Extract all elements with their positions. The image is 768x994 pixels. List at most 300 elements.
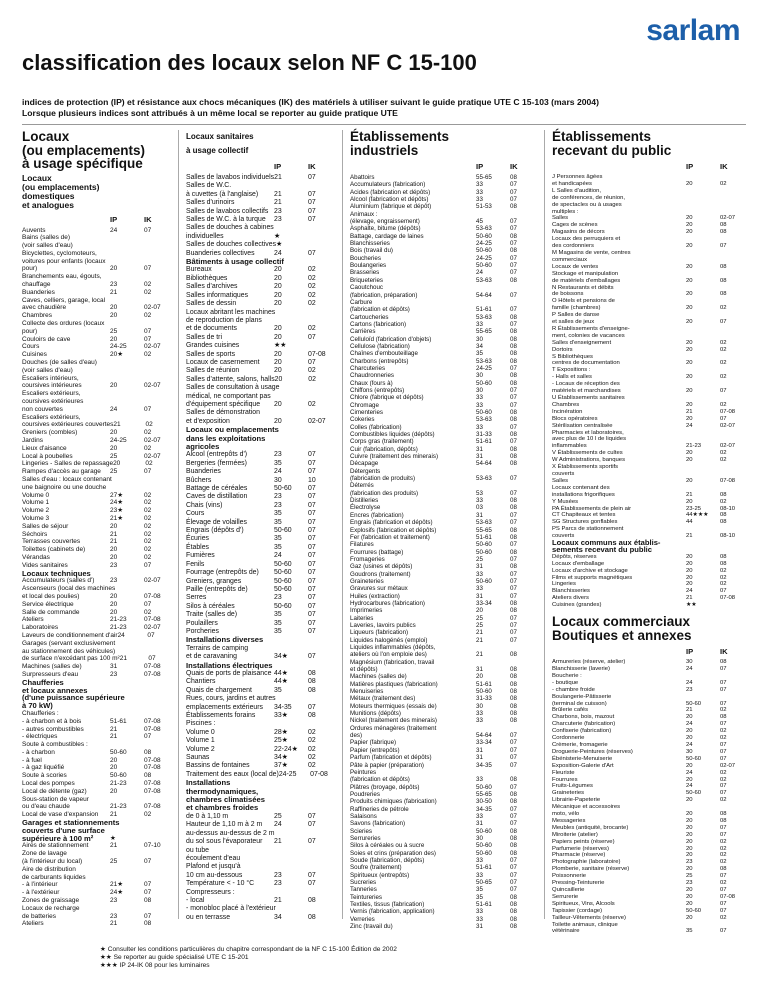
ik-value: 07 <box>510 636 517 644</box>
row-label: Fer (fabrication et traitement) <box>350 533 430 541</box>
column-divider <box>544 130 545 919</box>
row-label: Asphalte, bitume (dépôts) <box>350 225 421 233</box>
table-row <box>552 756 748 763</box>
ik-value: 02 <box>308 274 316 282</box>
row-label: Sous-station de vapeur <box>22 795 89 803</box>
ip-value: 21 <box>476 629 483 637</box>
ip-value: 20 <box>686 360 693 367</box>
ip-value: 03 <box>476 504 483 512</box>
ik-value <box>145 476 172 484</box>
table-row <box>350 527 538 534</box>
ip-value <box>110 390 144 398</box>
table-row <box>350 842 538 849</box>
ip-value: 20★ <box>110 351 124 359</box>
ik-value: 07 <box>510 218 517 226</box>
row-label: Lieux d'aisance <box>22 444 67 452</box>
ip-value: 21-23 <box>110 803 127 811</box>
ik-value: 08 <box>510 893 517 901</box>
ik-value: 08 <box>510 379 517 387</box>
ik-value: 08 <box>510 923 517 931</box>
table-row <box>22 796 172 804</box>
ik-value: 07 <box>510 511 517 519</box>
row-label: Salles de sports <box>186 350 236 358</box>
ip-value: 28★ <box>274 728 288 736</box>
row-label: et locaux annexes <box>22 685 88 695</box>
ik-value: 07 <box>510 240 517 248</box>
table-row <box>350 585 538 592</box>
table-row <box>22 289 172 297</box>
ik-value: 07 <box>720 415 727 422</box>
table-row <box>552 285 748 292</box>
row-label: Poudreries <box>350 790 380 798</box>
table-row <box>350 563 538 570</box>
row-label: sements recevant du public <box>552 544 653 554</box>
table-row <box>22 398 172 406</box>
ik-value: 07 <box>308 501 316 509</box>
ik-value: 02 <box>144 522 152 530</box>
ip-value: 24★ <box>110 499 124 507</box>
table-row <box>186 880 336 888</box>
ik-value: 02 <box>720 498 727 505</box>
table-row <box>350 607 538 614</box>
row-label: Chaufferies : <box>22 709 59 717</box>
ik-value: 07 <box>720 319 727 326</box>
ik-value: 07-08 <box>144 670 161 678</box>
row-label: - à charbon et à bois <box>22 717 82 725</box>
ik-value <box>309 241 336 249</box>
table-row <box>22 406 172 414</box>
table-row <box>552 388 748 395</box>
row-label: Chromage <box>350 401 379 409</box>
ik-value: 07 <box>510 489 517 497</box>
ip-value <box>274 317 308 325</box>
ip-value: 35 <box>274 459 282 467</box>
ip-value: 31 <box>476 511 483 519</box>
ip-value: 31 <box>476 563 483 571</box>
row-label: Blocs opératoires <box>552 415 598 422</box>
row-label: Chambres <box>552 401 580 408</box>
table-row <box>22 328 172 336</box>
table-row <box>552 257 748 264</box>
ip-value: 21 <box>110 725 118 733</box>
row-label: 10 cm au-dessous <box>186 871 243 879</box>
row-label: Garages (servant exclusivement <box>22 639 116 647</box>
ip-value <box>274 796 308 804</box>
ik-value: 08 <box>720 512 727 519</box>
ik-value: 07 <box>510 519 517 527</box>
ik-value <box>720 485 748 492</box>
ik-value <box>308 233 336 241</box>
ip-value: 31 <box>476 923 483 931</box>
table-row <box>552 478 748 485</box>
ip-value: 20 <box>274 367 282 375</box>
ip-value <box>686 285 720 292</box>
row-label: multiples : <box>552 208 579 215</box>
ip-value: 51-61 <box>476 864 492 872</box>
ik-value <box>308 342 336 350</box>
row-label: Chaudronneries <box>350 372 395 380</box>
ip-value: 31 <box>476 453 483 461</box>
table-row <box>22 421 172 429</box>
ik-value: 07 <box>510 879 517 886</box>
row-label: Munitions (dépôts) <box>350 710 401 718</box>
row-label: Salles informatiques <box>186 291 249 299</box>
ip-value <box>476 482 510 489</box>
ip-value: 45 <box>476 218 483 226</box>
ip-value <box>686 436 720 443</box>
table-row <box>350 916 538 923</box>
table-row <box>350 651 538 658</box>
row-label: T Expositions : <box>552 367 591 374</box>
table-row <box>186 569 336 577</box>
table-row <box>186 367 336 375</box>
row-label: Alcool (entrepôts d') <box>186 451 248 459</box>
ip-value: 35 <box>476 350 483 358</box>
table-row <box>350 225 538 232</box>
row-label: Abattoirs <box>350 174 375 181</box>
table-row <box>186 645 336 653</box>
ik-value: 07 <box>510 621 517 629</box>
table-row <box>350 358 538 365</box>
row-label: Bûchers <box>186 476 212 484</box>
ip-value: 20 <box>686 762 693 769</box>
ik-value <box>309 905 336 913</box>
ip-value: 24 <box>274 552 282 560</box>
ip-value: 31-33 <box>476 695 492 703</box>
ik-value <box>720 174 748 181</box>
row-label: Volume 2 <box>22 507 50 515</box>
table-row <box>552 360 748 367</box>
table-row <box>350 820 538 827</box>
table-row <box>350 784 538 791</box>
ik-value <box>308 804 336 812</box>
ik-value <box>144 687 172 695</box>
ip-value <box>110 273 144 281</box>
row-label: Salles d'eau : locaux contenant <box>22 476 112 483</box>
ip-value: 24 <box>686 783 693 790</box>
table-row <box>552 866 748 873</box>
ik-value: 08 <box>510 702 517 710</box>
table-row <box>552 236 748 243</box>
page-subtitle <box>22 97 752 118</box>
section-row <box>186 804 336 812</box>
row-label: Branchements eau, égouts, <box>22 273 102 281</box>
table-row <box>186 695 336 703</box>
table-row <box>350 218 538 225</box>
table-row <box>22 726 172 734</box>
ik-header: IK <box>510 162 518 171</box>
ik-value: 02 <box>308 367 316 375</box>
ip-value: 24 <box>686 588 693 595</box>
table-row <box>350 402 538 409</box>
row-label: des) <box>350 732 363 740</box>
ip-value <box>686 333 720 340</box>
ip-value: 31 <box>476 820 483 828</box>
ip-value <box>686 673 720 680</box>
row-label: Ateliers <box>22 920 44 928</box>
table-row <box>186 746 336 754</box>
ip-value: 33-34 <box>476 739 492 747</box>
ip-value: 20 <box>686 900 693 907</box>
row-label: Quincaillerie <box>552 887 585 893</box>
ip-value: 20 <box>686 824 693 831</box>
ip-value: 50-60 <box>476 548 492 556</box>
ip-value: 20 <box>110 787 118 795</box>
ik-header: IK <box>144 214 152 224</box>
row-label: Laboratoires <box>22 624 59 632</box>
table-row <box>186 712 336 720</box>
row-label: coursives extérieures couvertes <box>22 421 114 429</box>
table-row <box>350 321 538 328</box>
ik-value: 07 <box>510 761 517 769</box>
table-row <box>552 512 748 519</box>
table-row <box>186 477 336 485</box>
row-label: (voir salles d'eau) <box>22 366 73 374</box>
table-row <box>552 340 748 347</box>
table-row <box>552 588 748 595</box>
row-label: couverts d'une surface <box>22 825 105 835</box>
ik-value <box>720 436 748 443</box>
table-row <box>186 687 336 695</box>
row-label: Plâtres (broyage, dépôts) <box>350 783 420 791</box>
row-label: Blanchisserie (laverie) <box>552 666 610 672</box>
ik-value: 02 <box>144 514 152 522</box>
ik-value <box>144 702 172 710</box>
ip-value: 50-60 <box>274 569 292 577</box>
ik-value: 07 <box>720 741 727 748</box>
row-label: Cimenteries <box>350 409 384 416</box>
ik-value: 07-08 <box>144 803 161 811</box>
row-label: Stockage et manipulation <box>552 270 619 277</box>
row-label: Salles <box>552 215 569 222</box>
ip-value: 50-60 <box>476 232 492 240</box>
ip-value: 20 <box>274 350 282 358</box>
row-label: Poulaillers <box>186 619 218 627</box>
table-row <box>186 611 336 619</box>
ik-value: 07 <box>510 577 517 585</box>
ik-value: 07 <box>308 552 316 560</box>
brand-logo: sarlam <box>646 14 740 47</box>
ip-value: 23 <box>274 216 282 224</box>
ip-value: 20 <box>110 546 118 554</box>
table-row <box>552 305 748 312</box>
ip-value: 24 <box>476 269 483 277</box>
ip-value <box>686 202 720 209</box>
row-label: - à gaz liquéfié <box>22 764 65 772</box>
table-row <box>186 199 336 207</box>
ip-value: 51-61 <box>476 306 492 314</box>
row-label: Poissonnerie <box>552 873 587 880</box>
row-label: Messageries <box>552 817 586 824</box>
table-row <box>552 797 748 804</box>
ik-value: 08 <box>510 717 517 725</box>
row-label: Crèmerie, fromagerie <box>552 741 608 748</box>
row-label: Salles <box>552 477 569 484</box>
table-row <box>350 380 538 387</box>
row-label: Soute à combustibles : <box>22 741 88 749</box>
table-row <box>186 670 336 678</box>
table-row <box>350 519 538 526</box>
table-row <box>22 585 172 593</box>
ik-value: 08 <box>510 673 517 681</box>
row-label: Tanneries <box>350 886 377 894</box>
ik-value: 07 <box>308 602 316 610</box>
row-label: Salle de commande <box>22 608 80 616</box>
row-label: - chambre froide <box>552 686 595 693</box>
ik-value: 07 <box>510 812 517 820</box>
row-label: Traitement des eaux (local de) <box>186 770 279 778</box>
ip-value: 24 <box>274 821 282 829</box>
section-row <box>186 258 336 266</box>
ik-value: 02 <box>720 914 727 921</box>
ip-header: IP <box>110 214 118 224</box>
ik-value: 07 <box>144 912 152 920</box>
ip-value <box>110 242 144 250</box>
ik-value: 02 <box>144 546 152 554</box>
row-label: Silos à céréales ou à sucre <box>350 842 425 850</box>
ip-value: 21-23 <box>110 780 127 788</box>
ip-value: 20 <box>686 866 693 873</box>
ip-value: 31 <box>476 445 483 453</box>
ik-value <box>720 471 748 478</box>
ip-value <box>686 381 720 388</box>
table-row <box>22 484 172 492</box>
row-label: Chlore (fabrique et dépôts) <box>350 394 424 402</box>
ip-value <box>274 779 308 787</box>
row-label: X Établissements sportifs <box>552 464 619 471</box>
row-label: Caoutchouc <box>350 284 384 292</box>
row-label: Miroiterie (atelier) <box>552 831 598 838</box>
column-divider <box>178 130 179 919</box>
ip-value: 35 <box>274 686 282 694</box>
ip-value: 20 <box>686 215 693 222</box>
table-row <box>552 928 748 935</box>
ip-value <box>115 640 146 648</box>
table-row <box>350 754 538 761</box>
column-domestic <box>22 130 172 928</box>
ik-value: 07-08 <box>144 663 161 671</box>
table-row <box>552 873 748 880</box>
ip-value: 33 <box>476 915 483 923</box>
ip-value: 33 <box>476 871 483 879</box>
ik-value: 07-08 <box>144 780 161 788</box>
table-row <box>552 181 748 188</box>
table-row <box>552 846 748 853</box>
ik-value: 08 <box>510 563 517 571</box>
table-row <box>552 894 748 901</box>
ip-value: 21 <box>274 199 282 207</box>
row-label: - à l'extérieur <box>22 889 60 897</box>
ip-value <box>686 250 720 257</box>
ik-value <box>308 855 336 863</box>
ip-value: 20 <box>686 893 693 900</box>
column-header <box>350 162 538 171</box>
row-label: individuelles <box>186 232 224 240</box>
table-row <box>350 504 538 511</box>
row-label: Établissements forains <box>186 712 256 719</box>
subtitle-line-1: indices de protection (IP) et résistance aux chocs mécaniques (IK) des matériels à utiliser suivant le guide pratique UTE C 15-103 (mars 2004) <box>22 97 599 107</box>
row-label: Fromageries <box>350 555 385 563</box>
ik-value: 07 <box>720 679 727 686</box>
ik-value: 08 <box>720 817 727 824</box>
ik-value: 07 <box>308 174 316 181</box>
section-row <box>22 702 172 710</box>
row-label: Ébénisterie-Menuiserie <box>552 755 613 762</box>
ik-value: 07 <box>720 700 727 707</box>
table-row <box>22 515 172 523</box>
ip-value: 35 <box>476 893 483 901</box>
ip-value: 53-63 <box>476 313 492 321</box>
row-label: Pharmacie (réserve) <box>552 852 606 859</box>
ip-value: 24 <box>110 405 118 413</box>
ik-value <box>144 359 172 367</box>
row-label: Salles de lavabos collectifs <box>186 207 269 215</box>
table-row <box>186 283 336 291</box>
table-row <box>186 275 336 283</box>
table-row <box>552 209 748 216</box>
table-row <box>552 735 748 742</box>
ip-value: 35 <box>274 611 282 619</box>
ik-value <box>510 769 538 776</box>
ik-value: 08 <box>720 291 727 298</box>
row-label: Fourrures <box>552 776 578 783</box>
column-header <box>552 162 748 171</box>
row-label: Paille (entrepôts de) <box>186 585 248 593</box>
row-label: Magnésium (fabrication, travail <box>350 658 435 666</box>
table-row <box>22 655 172 663</box>
table-row <box>552 188 748 195</box>
ip-value <box>110 796 144 804</box>
row-label: matériels et marchandises <box>552 388 621 395</box>
ik-value: 07 <box>720 831 727 838</box>
ik-value: 02 <box>720 880 727 887</box>
ik-value: 08 <box>510 790 517 798</box>
ip-value: 24 <box>274 468 282 476</box>
ik-value: 07 <box>308 333 316 341</box>
ik-value: 02 <box>720 360 727 367</box>
ip-value: 30 <box>476 702 483 710</box>
table-row <box>350 688 538 695</box>
row-label: Dépôts, réserves <box>552 553 597 560</box>
ip-value <box>276 905 309 913</box>
ip-value: 31 <box>110 663 118 671</box>
ik-value: 07 <box>308 703 316 711</box>
table-row <box>186 300 336 308</box>
ip-value <box>274 804 308 812</box>
ip-value <box>110 414 144 422</box>
row-label: au stationnement des véhicules) <box>22 647 116 655</box>
table-row <box>552 777 748 784</box>
table-row <box>22 897 172 905</box>
ip-value: 20 <box>110 335 118 343</box>
table-row <box>22 297 172 305</box>
ip-value: 25 <box>110 327 118 335</box>
ik-value <box>510 644 538 651</box>
section-subheading: Locaux (ou emplacements) domestiques et analogues <box>22 172 100 210</box>
ik-value: 08 <box>308 896 316 904</box>
ip-value: 33★ <box>274 712 288 719</box>
row-label: Bergeries (fermées) <box>186 459 247 467</box>
table-row <box>22 227 172 235</box>
ik-value: 07 <box>308 611 316 619</box>
row-label: d'équipement spécifique <box>186 400 261 408</box>
ip-value <box>476 659 510 666</box>
ik-value: 02 <box>308 737 316 745</box>
table-row <box>552 416 748 423</box>
ip-value: 34-35 <box>476 805 492 813</box>
ik-value <box>720 209 748 216</box>
ik-value <box>308 224 336 232</box>
